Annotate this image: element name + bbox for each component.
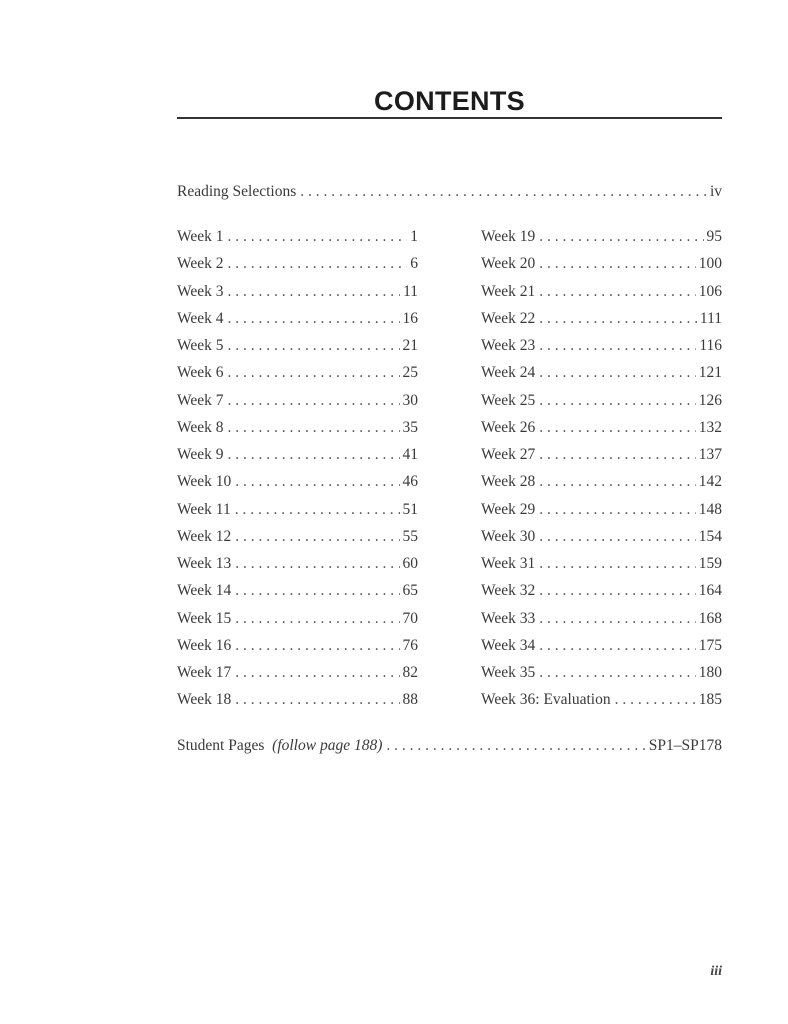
toc-label: Week 8: [177, 418, 224, 436]
toc-entry-student-pages[interactable]: [177, 737, 722, 755]
toc-entry-week[interactable]: [481, 337, 722, 364]
toc-page-number: 132: [698, 418, 722, 436]
toc-label: [177, 737, 386, 755]
toc-page-number: 6: [410, 255, 418, 273]
toc-entry-reading-selections[interactable]: [177, 183, 722, 201]
toc-entry-week[interactable]: [177, 555, 418, 582]
toc-entry-week[interactable]: [481, 446, 722, 473]
toc-page-number: 30: [402, 391, 418, 409]
toc-entry-week[interactable]: [177, 691, 418, 718]
toc-label: Week 32: [481, 582, 536, 600]
dot-leader: [228, 283, 401, 301]
toc-entry-week[interactable]: [481, 283, 722, 310]
toc-entry-week[interactable]: [177, 337, 418, 364]
toc-label: Week 28: [481, 473, 536, 491]
toc-label: Week 23: [481, 337, 536, 354]
toc-page-number: 25: [402, 364, 418, 382]
toc-label: Week 5: [177, 337, 224, 354]
toc-page-number: 35: [402, 418, 418, 436]
toc-label: Week 16: [177, 636, 232, 654]
toc-label: Week 29: [481, 500, 536, 518]
toc-label: Week 24: [481, 364, 536, 382]
toc-label: Week 35: [481, 664, 536, 681]
toc-page-number: 41: [402, 446, 418, 463]
toc-page-number: 11: [403, 282, 418, 300]
toc-page-number: 51: [402, 500, 418, 518]
page-title: CONTENTS: [374, 86, 525, 116]
dot-leader: [235, 501, 400, 519]
dot-leader: [228, 446, 400, 464]
toc-label: Week 26: [481, 418, 536, 436]
toc-page-number: 65: [402, 582, 418, 600]
dot-leader: [228, 392, 400, 410]
toc-entry-week[interactable]: [481, 637, 722, 664]
dot-leader: [539, 364, 695, 382]
dot-leader: [235, 555, 399, 573]
toc-label: Week 15: [177, 609, 232, 627]
toc-entry-week[interactable]: [481, 501, 722, 528]
toc-page-number: 88: [402, 691, 418, 709]
toc-label: Week 13: [177, 555, 232, 572]
dot-leader: [228, 310, 400, 328]
toc-page-number: 168: [698, 609, 722, 627]
toc-entry-week[interactable]: [481, 691, 722, 718]
toc-page-number: 70: [402, 609, 418, 627]
toc-label: Week 9: [177, 446, 224, 463]
toc-label: Week 21: [481, 282, 536, 300]
toc-label: Week 12: [177, 527, 232, 545]
dot-leader: [235, 582, 399, 600]
toc-entry-week[interactable]: [177, 419, 418, 446]
toc-column-right: [481, 228, 722, 719]
dot-leader: [539, 283, 695, 301]
toc-label: Week 19: [481, 228, 536, 245]
toc-label: Week 34: [481, 636, 536, 654]
dot-leader: [615, 691, 696, 709]
toc-entry-week[interactable]: [177, 473, 418, 500]
dot-leader: [235, 528, 399, 546]
toc-page-number: 121: [698, 364, 722, 382]
toc-label: Week 30: [481, 527, 536, 545]
title-rule: [177, 117, 722, 119]
dot-leader: [539, 228, 703, 246]
toc-entry-week[interactable]: [177, 637, 418, 664]
toc-entry-week[interactable]: [177, 310, 418, 337]
dot-leader: [300, 183, 707, 201]
toc-page-number: 82: [402, 664, 418, 681]
toc-page-number: 164: [698, 582, 722, 600]
toc-label: Week 31: [481, 555, 536, 572]
toc-label: Week 17: [177, 664, 232, 681]
toc-entry-week[interactable]: [481, 419, 722, 446]
toc-label: Week 2: [177, 255, 224, 273]
toc-label: Week 1: [177, 228, 224, 245]
toc-label: Week 18: [177, 691, 232, 709]
toc-label: Week 4: [177, 309, 224, 327]
dot-leader: [539, 310, 697, 328]
toc-label: Reading Selections: [177, 183, 297, 200]
toc-entry-week[interactable]: [177, 228, 418, 255]
dot-leader: [539, 446, 695, 464]
toc-page-number: SP1–SP178: [648, 737, 722, 754]
toc-page-number: 116: [699, 337, 722, 354]
toc-page-number: 95: [706, 228, 722, 245]
toc-entry-week[interactable]: [481, 364, 722, 391]
toc-entry-week[interactable]: [481, 582, 722, 609]
dot-leader: [235, 637, 399, 655]
toc-label: Week 20: [481, 255, 536, 273]
toc-entry-week[interactable]: [481, 310, 722, 337]
toc-page-number: 185: [698, 691, 722, 709]
page-folio: iii: [710, 964, 722, 979]
dot-leader: [235, 473, 399, 491]
toc-label: Week 6: [177, 364, 224, 382]
toc-page-number: 159: [698, 555, 722, 572]
toc-page-number: 100: [698, 255, 722, 273]
toc-entry-week[interactable]: [177, 664, 418, 691]
toc-entry-week[interactable]: [177, 610, 418, 637]
toc-label: Week 7: [177, 391, 224, 409]
toc-page-number: 175: [698, 636, 722, 654]
toc-entry-week[interactable]: [177, 283, 418, 310]
toc-entry-week[interactable]: [481, 555, 722, 582]
toc-page-number: 106: [698, 282, 722, 300]
toc-label: Week 11: [177, 500, 231, 518]
toc-entry-week[interactable]: [481, 664, 722, 691]
toc-entry-week[interactable]: [177, 446, 418, 473]
dot-leader: [228, 228, 408, 246]
toc-label: Week 25: [481, 391, 536, 409]
dot-leader: [539, 255, 695, 273]
dot-leader: [228, 364, 400, 382]
dot-leader: [386, 737, 645, 755]
dot-leader: [539, 582, 695, 600]
toc-entry-week[interactable]: [177, 528, 418, 555]
toc-entry-week[interactable]: [481, 255, 722, 282]
toc-entry-week[interactable]: [481, 473, 722, 500]
toc-entry-week[interactable]: [481, 228, 722, 255]
toc-entry-week[interactable]: [177, 255, 418, 282]
toc-entry-week[interactable]: [177, 392, 418, 419]
dot-leader: [235, 664, 399, 682]
toc-page-number: 55: [402, 527, 418, 545]
toc-page-number: 60: [402, 555, 418, 572]
toc-entry-week[interactable]: [481, 528, 722, 555]
toc-page-number: 137: [698, 446, 722, 463]
toc-page-number: 126: [698, 391, 722, 409]
toc-page-number: 111: [699, 309, 722, 327]
toc-label: Week 22: [481, 309, 536, 327]
toc-page-number: iv: [709, 183, 722, 200]
dot-leader: [539, 528, 695, 546]
student-pages-note: (follow page 188): [272, 737, 383, 754]
toc-page-number: 142: [698, 473, 722, 491]
toc-page-number: 46: [402, 473, 418, 491]
toc-label: Week 33: [481, 609, 536, 627]
toc-page-number: 1: [410, 228, 418, 245]
toc-page-number: 76: [402, 636, 418, 654]
dot-leader: [235, 610, 399, 628]
dot-leader: [539, 555, 695, 573]
dot-leader: [539, 664, 695, 682]
toc-page-number: 180: [698, 664, 722, 681]
toc-entry-week[interactable]: [177, 582, 418, 609]
dot-leader: [539, 419, 695, 437]
dot-leader: [235, 691, 399, 709]
dot-leader: [539, 501, 695, 519]
dot-leader: [539, 473, 695, 491]
toc-entry-week[interactable]: [177, 364, 418, 391]
student-pages-label: Student Pages: [177, 737, 265, 754]
toc-entry-week[interactable]: [481, 610, 722, 637]
dot-leader: [539, 337, 696, 355]
toc-column-left: [177, 228, 418, 719]
toc-page-number: 154: [698, 527, 722, 545]
dot-leader: [539, 610, 695, 628]
toc-label: Week 3: [177, 282, 224, 300]
toc-entry-week[interactable]: [481, 392, 722, 419]
toc-page-number: 16: [402, 309, 418, 327]
toc-label: Week 36: Evaluation: [481, 691, 611, 709]
toc-label: Week 27: [481, 446, 536, 463]
toc-label: Week 10: [177, 473, 232, 491]
dot-leader: [228, 337, 400, 355]
dot-leader: [539, 637, 695, 655]
toc-label: Week 14: [177, 582, 232, 600]
toc-page-number: 21: [402, 337, 418, 354]
toc-entry-week[interactable]: [177, 501, 418, 528]
dot-leader: [228, 255, 408, 273]
dot-leader: [539, 392, 695, 410]
toc-page-number: 148: [698, 500, 722, 518]
dot-leader: [228, 419, 400, 437]
